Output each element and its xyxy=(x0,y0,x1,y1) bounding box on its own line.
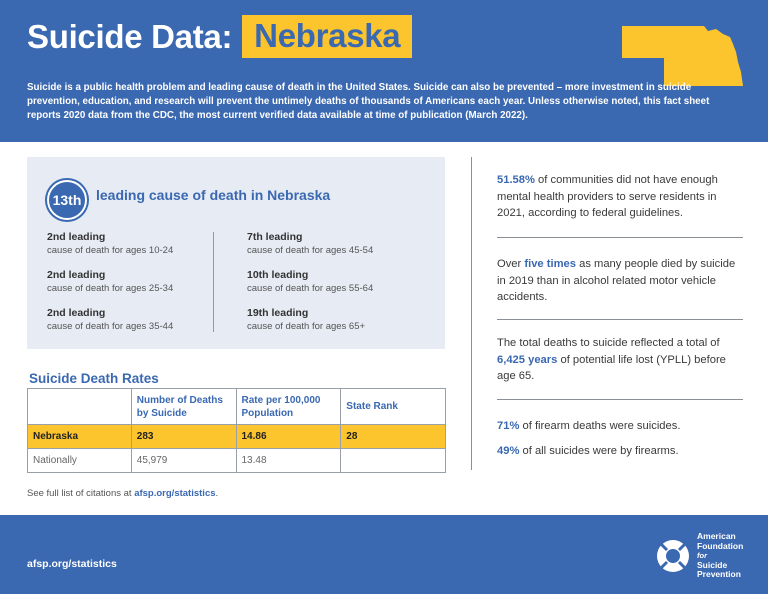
stat-title: 2nd leading xyxy=(47,269,106,281)
stat-item xyxy=(47,268,207,296)
stat-title: 7th leading xyxy=(247,231,303,243)
fact-item xyxy=(497,256,745,306)
page-title: Suicide Data: xyxy=(27,17,233,55)
stat-subtitle: cause of death for ages 55-64 xyxy=(247,283,374,294)
citation-link[interactable]: afsp.org/statistics xyxy=(134,488,216,499)
fact-item xyxy=(497,172,745,222)
table-row xyxy=(28,449,446,473)
table-header: State Rank xyxy=(341,389,446,425)
afsp-logo xyxy=(655,532,743,580)
fact-text: of all suicides were by firearms. xyxy=(519,445,679,457)
stat-title: 2nd leading xyxy=(47,231,106,243)
fact-highlight: 49% xyxy=(497,445,520,457)
fact-highlight: five times xyxy=(524,258,576,270)
stat-subtitle: cause of death for ages 35-44 xyxy=(47,321,174,332)
stat-title: 10th leading xyxy=(247,269,309,281)
table-cell: 283 xyxy=(131,425,236,449)
logo-line: Suicide xyxy=(697,559,728,570)
rank-badge: 13th xyxy=(47,180,87,220)
logo-text xyxy=(697,532,743,580)
title-row xyxy=(27,15,412,58)
fact-divider xyxy=(497,319,743,320)
table-header-row xyxy=(28,389,446,425)
header xyxy=(0,0,768,142)
rates-table xyxy=(27,388,446,473)
fact-item xyxy=(497,443,745,460)
stat-subtitle: cause of death for ages 45-54 xyxy=(247,245,374,256)
table-header xyxy=(28,389,132,425)
lifebuoy-icon xyxy=(655,538,691,574)
column-divider xyxy=(471,157,472,470)
table-cell: 28 xyxy=(341,425,446,449)
fact-highlight: 6,425 years xyxy=(497,353,558,366)
citation-note xyxy=(27,488,218,499)
footer-link[interactable]: afsp.org/statistics xyxy=(27,558,117,570)
footer xyxy=(0,515,768,594)
stat-item xyxy=(247,268,407,296)
table-header: Rate per 100,000 Population xyxy=(236,389,341,425)
fact-highlight: 71% xyxy=(497,420,520,432)
table-cell: Nationally xyxy=(28,449,132,473)
fact-divider xyxy=(497,237,743,238)
table-cell: Nebraska xyxy=(28,425,132,449)
fact-highlight: 51.58% xyxy=(497,174,535,186)
fact-text: Over xyxy=(497,258,525,270)
stat-item xyxy=(247,306,407,334)
rates-title: Suicide Death Rates xyxy=(29,371,159,386)
table-row xyxy=(28,425,446,449)
fact-text: The total deaths to suicide reflected a total of xyxy=(497,337,720,349)
stat-title: 2nd leading xyxy=(47,307,106,319)
stat-subtitle: cause of death for ages 10-24 xyxy=(47,245,174,256)
table-cell: 13.48 xyxy=(236,449,341,473)
rank-description: leading cause of death in Nebraska xyxy=(96,187,331,203)
leading-cause-panel xyxy=(27,157,445,349)
stat-item xyxy=(47,306,207,334)
fact-text: as many people died by suicide in 2019 than in alcohol related motor vehicle accidents. xyxy=(497,258,736,303)
logo-line: for xyxy=(697,551,707,560)
stat-item xyxy=(247,230,407,258)
state-name-badge: Nebraska xyxy=(242,15,412,58)
fact-item xyxy=(497,335,745,385)
intro-paragraph: Suicide is a public health problem and leading cause of death in the United States. Suicide can also be prevented – more investment in suicide prevention, education, and research will prevent the untimely deaths of thousands of Americans each year. Unless otherwise noted, this fact sheet reports 2020 data from the CDC, the most current verified data available at time of publication (March 2022). xyxy=(27,82,710,121)
stat-subtitle: cause of death for ages 25-34 xyxy=(47,283,174,294)
table-cell: 14.86 xyxy=(236,425,341,449)
nebraska-map-icon xyxy=(620,20,744,88)
fact-text: of firearm deaths were suicides. xyxy=(519,420,681,432)
logo-line: American xyxy=(697,531,736,541)
fact-divider xyxy=(497,399,743,400)
table-cell: 45,979 xyxy=(131,449,236,473)
table-cell xyxy=(341,449,446,473)
citation-suffix: . xyxy=(215,488,219,499)
logo-line: Foundation xyxy=(697,540,744,551)
stat-item xyxy=(47,230,207,258)
citation-prefix: See full list of citations at xyxy=(27,488,135,499)
panel-divider xyxy=(213,232,214,332)
fact-text: of communities did not have enough mental health providers to serve residents in 2021, according to federal guidelines. xyxy=(497,174,718,219)
fact-text: of potential life lost (YPLL) before age 65. xyxy=(497,353,726,382)
stat-subtitle: cause of death for ages 65+ xyxy=(247,321,366,332)
fact-item xyxy=(497,418,745,435)
stat-title: 19th leading xyxy=(247,307,309,319)
logo-line: Prevention xyxy=(697,569,741,579)
table-header: Number of Deaths by Suicide xyxy=(131,389,236,425)
